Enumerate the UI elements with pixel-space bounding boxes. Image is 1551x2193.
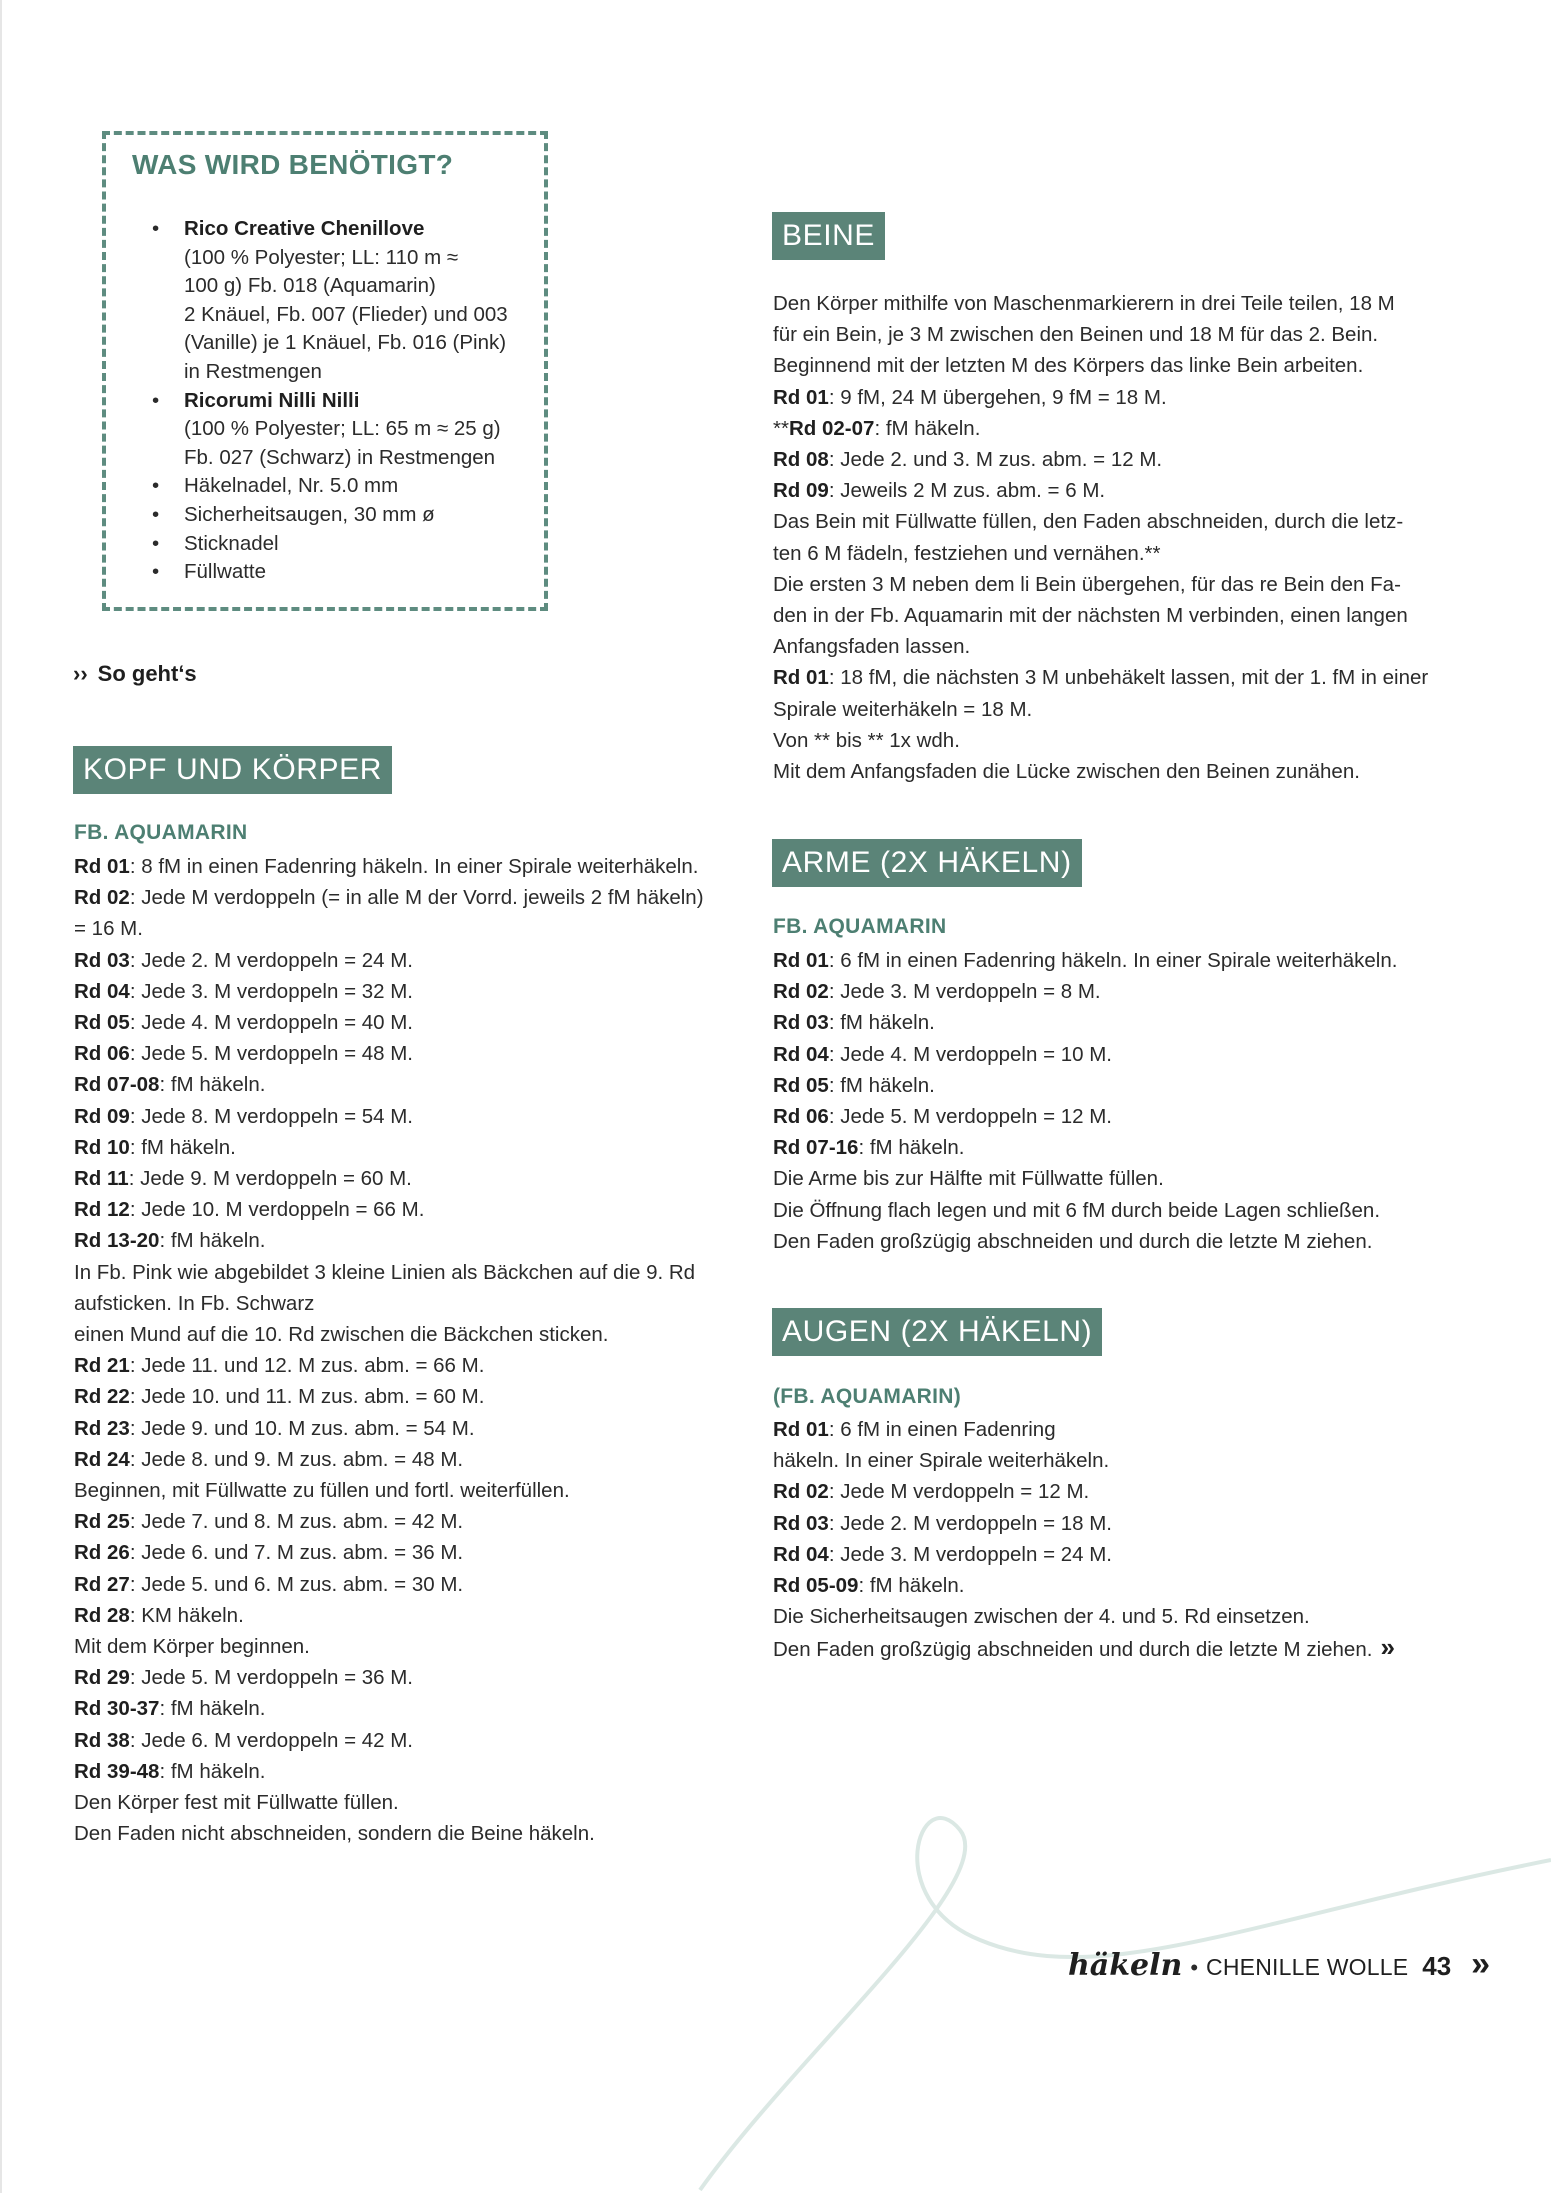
round-label: Rd 01 <box>773 949 829 972</box>
instruction-line <box>74 882 704 913</box>
instruction-text: Anfangsfaden lassen. <box>773 635 971 659</box>
instruction-line <box>773 538 1428 569</box>
instruction-line <box>773 1039 1397 1070</box>
instruction-text: : KM häkeln. <box>129 1603 244 1627</box>
section-body-kopf <box>74 851 704 1850</box>
round-label: Rd 02 <box>773 1480 829 1504</box>
instruction-text: einen Mund auf die 10. Rd zwischen die Bäckchen sticken. <box>74 1323 609 1347</box>
round-label: Rd 11 <box>74 1167 129 1191</box>
instruction-line <box>773 444 1428 475</box>
instruction-text: : Jede 5. M verdoppeln = 36 M. <box>129 1666 414 1690</box>
round-label: Rd 03 <box>773 1011 829 1035</box>
materials-box <box>102 131 548 611</box>
round-label: Rd 05 <box>74 1011 130 1035</box>
instruction-text: : Jede 8. M verdoppeln = 54 M. <box>129 1104 414 1128</box>
instruction-text: Spirale weiterhäkeln = 18 M. <box>773 697 1033 721</box>
instruction-line <box>773 945 1397 976</box>
instruction-line <box>773 662 1428 693</box>
materials-item <box>150 387 510 473</box>
instruction-line <box>74 1787 704 1818</box>
instruction-line <box>773 506 1428 537</box>
materials-list <box>150 215 510 587</box>
instruction-line <box>74 1163 704 1194</box>
instruction-line <box>74 1038 704 1069</box>
section-subheading-augen: (FB. AQUAMARIN) <box>773 1385 962 1408</box>
instruction-text: den in der Fb. Aquamarin mit der nächsten M verbinden, einen langen <box>773 604 1408 628</box>
round-label: Rd 05-09 <box>773 1574 859 1598</box>
round-label: Rd 08 <box>773 448 829 472</box>
section-heading-augen: AUGEN (2X HÄKELN) <box>772 1308 1102 1356</box>
instruction-line <box>74 1319 704 1350</box>
instruction-text: : Jede 5. M verdoppeln = 48 M. <box>129 1042 414 1066</box>
round-label: Rd 02 <box>773 980 829 1004</box>
instruction-text: : fM häkeln. <box>828 1073 935 1097</box>
instruction-line <box>74 1069 704 1100</box>
instruction-line <box>773 413 1428 444</box>
material-detail-line: Fb. 027 (Schwarz) in Restmengen <box>184 445 496 469</box>
instruction-line <box>773 475 1428 506</box>
instruction-text: : fM häkeln. <box>129 1135 236 1159</box>
continue-arrow-icon: » <box>1380 1632 1395 1663</box>
instruction-line <box>773 1508 1395 1539</box>
instruction-line <box>74 1194 704 1225</box>
instruction-text: Den Faden großzügig abschneiden und durch die letzte M ziehen. <box>773 1229 1373 1253</box>
round-label: Rd 27 <box>74 1572 130 1596</box>
instruction-text: In Fb. Pink wie abgebildet 3 kleine Linien als Bäckchen auf die 9. Rd <box>74 1260 696 1284</box>
page-footer <box>1068 1945 1490 1984</box>
round-label: Rd 28 <box>74 1603 130 1627</box>
instruction-text: : 18 fM, die nächsten 3 M unbehäkelt lassen, mit der 1. fM in einer <box>828 666 1429 690</box>
instruction-text: : Jede 3. M verdoppeln = 8 M. <box>828 980 1101 1004</box>
instruction-text: : fM häkeln. <box>159 1229 266 1253</box>
instruction-text: Die Öffnung flach legen und mit 6 fM durch beide Lagen schließen. <box>773 1198 1381 1222</box>
instruction-text: ten 6 M fädeln, festziehen und vernähen.** <box>773 541 1161 565</box>
round-label: Rd 01 <box>773 666 829 690</box>
instruction-text: : Jede 6. und 7. M zus. abm. = 36 M. <box>129 1541 464 1565</box>
footer-script-label: häkeln <box>1068 1948 1183 1983</box>
section-heading-kopf: KOPF UND KÖRPER <box>73 746 392 794</box>
instruction-line <box>773 1476 1395 1507</box>
instruction-line <box>773 1070 1397 1101</box>
instruction-line <box>773 382 1428 413</box>
round-label: Rd 01 <box>773 385 829 409</box>
instruction-text: Beginnend mit der letzten M des Körpers das linke Bein arbeiten. <box>773 354 1364 378</box>
round-label: Rd 09 <box>74 1104 130 1128</box>
instruction-line <box>74 976 704 1007</box>
instruction-line <box>773 756 1428 787</box>
instruction-text: : fM häkeln. <box>159 1697 266 1721</box>
material-text: Füllwatte <box>184 560 267 584</box>
material-name: • Rico Creative Chenillove <box>184 217 425 240</box>
instruction-text: : Jede 4. M verdoppeln = 10 M. <box>828 1042 1113 1066</box>
instruction-line <box>773 1632 1395 1665</box>
round-label: Rd 10 <box>74 1135 130 1159</box>
instruction-text: Den Körper fest mit Füllwatte füllen. <box>74 1791 399 1815</box>
instruction-line <box>773 1539 1395 1570</box>
instruction-text: : fM häkeln. <box>858 1574 965 1598</box>
materials-item <box>150 558 510 587</box>
round-label: Rd 38 <box>74 1728 130 1752</box>
repeat-marker: ** <box>773 416 789 440</box>
round-label: Rd 09 <box>773 479 829 503</box>
instruction-text: : fM häkeln. <box>874 416 981 440</box>
round-label: Rd 04 <box>773 1542 829 1566</box>
instruction-text: : 6 fM in einen Fadenring <box>828 1418 1056 1441</box>
material-name: • Ricorumi Nilli Nilli <box>184 388 360 412</box>
instruction-text: Die ersten 3 M neben dem li Bein übergehen, für das re Bein den Fa- <box>773 572 1401 596</box>
round-label: Rd 26 <box>74 1541 130 1565</box>
round-label: Rd 12 <box>74 1198 130 1222</box>
round-label: Rd 29 <box>74 1666 130 1690</box>
material-detail-line: (100 % Polyester; LL: 65 m ≈ 25 g) <box>184 417 501 441</box>
round-label: Rd 07-16 <box>773 1136 859 1160</box>
instruction-text: : Jede 3. M verdoppeln = 24 M. <box>828 1542 1113 1566</box>
instruction-line <box>74 1693 704 1724</box>
materials-title: WAS WIRD BENÖTIGT? <box>132 149 454 180</box>
round-label: Rd 03 <box>74 948 130 972</box>
instruction-text: : Jede 11. und 12. M zus. abm. = 66 M. <box>129 1354 485 1378</box>
instruction-text: : Jede 8. und 9. M zus. abm. = 48 M. <box>129 1447 464 1471</box>
round-label: Rd 22 <box>74 1385 130 1409</box>
instruction-line <box>773 1445 1395 1476</box>
section-heading-arme: ARME (2X HÄKELN) <box>772 839 1082 887</box>
instruction-text: : Jede M verdoppeln = 12 M. <box>828 1480 1090 1504</box>
instruction-line <box>74 1475 704 1506</box>
instruction-line <box>74 1257 704 1288</box>
material-detail-line: (Vanille) je 1 Knäuel, Fb. 016 (Pink) <box>184 331 507 355</box>
material-text: Häkelnadel, Nr. 5.0 mm <box>184 474 399 498</box>
instruction-line <box>773 350 1428 381</box>
intro-label: So geht‘s <box>97 661 197 686</box>
instruction-text: : 9 fM, 24 M übergehen, 9 fM = 18 M. <box>828 385 1167 409</box>
section-heading-beine: BEINE <box>772 212 885 260</box>
instruction-line <box>74 1506 704 1537</box>
round-label: Rd 04 <box>74 979 130 1003</box>
instruction-text: Beginnen, mit Füllwatte zu füllen und fortl. weiterfüllen. <box>74 1479 570 1503</box>
instruction-text: : Jede 5. M verdoppeln = 12 M. <box>828 1105 1113 1129</box>
instruction-line <box>74 1288 704 1319</box>
materials-item <box>150 215 510 387</box>
section-body-augen <box>773 1414 1395 1666</box>
instruction-line <box>773 976 1397 1007</box>
instruction-text: : Jede 3. M verdoppeln = 32 M. <box>129 979 414 1003</box>
instruction-text: Das Bein mit Füllwatte füllen, den Faden abschneiden, durch die letz- <box>773 510 1404 534</box>
round-label: Rd 25 <box>74 1510 130 1534</box>
instruction-text: : Jede 6. M verdoppeln = 42 M. <box>129 1728 414 1752</box>
instruction-text: : Jede 9. und 10. M zus. abm. = 54 M. <box>129 1416 475 1440</box>
material-detail-line: in Restmengen <box>184 359 322 383</box>
instruction-line <box>773 1570 1395 1601</box>
instruction-text: : Jede 4. M verdoppeln = 40 M. <box>129 1011 414 1035</box>
round-label: Rd 21 <box>74 1354 130 1378</box>
round-label: Rd 02-07 <box>788 416 875 440</box>
instructions-intro <box>73 661 197 687</box>
round-label: Rd 13-20 <box>74 1229 160 1253</box>
round-label: Rd 03 <box>773 1511 829 1535</box>
instruction-text: Den Körper mithilfe von Maschenmarkierern in drei Teile teilen, 18 M <box>773 292 1395 315</box>
page-number: 43 <box>1422 1951 1452 1981</box>
instruction-text: : fM häkeln. <box>858 1136 965 1160</box>
instruction-line <box>74 1381 704 1412</box>
instruction-line <box>74 1631 704 1662</box>
instruction-line <box>773 1226 1397 1257</box>
instruction-text: : Jede 9. M verdoppeln = 60 M. <box>128 1167 412 1191</box>
instruction-line <box>74 1818 704 1849</box>
instruction-line <box>773 569 1428 600</box>
next-page-arrow-icon: » <box>1471 1945 1491 1983</box>
round-label: Rd 24 <box>74 1447 130 1471</box>
instruction-text: : Jede 2. und 3. M zus. abm. = 12 M. <box>828 448 1163 472</box>
materials-item <box>150 530 510 559</box>
round-label: Rd 02 <box>74 886 130 910</box>
instruction-text: : fM häkeln. <box>159 1073 266 1097</box>
instruction-line <box>773 1195 1397 1226</box>
instruction-text: : Jeweils 2 M zus. abm. = 6 M. <box>828 479 1106 503</box>
instruction-line <box>773 1163 1397 1194</box>
instruction-text: = 16 M. <box>74 917 143 941</box>
instruction-line <box>74 1132 704 1163</box>
round-label: Rd 04 <box>773 1042 829 1066</box>
instruction-text: : Jede M verdoppeln (= in alle M der Vorrd. jeweils 2 fM häkeln) <box>129 886 704 910</box>
round-label: Rd 23 <box>74 1416 130 1440</box>
instruction-line <box>74 1756 704 1787</box>
section-subheading-kopf: FB. AQUAMARIN <box>74 821 248 844</box>
instruction-text: Mit dem Körper beginnen. <box>74 1635 310 1659</box>
instruction-line <box>74 1350 704 1381</box>
instruction-line <box>74 1101 704 1132</box>
instruction-line <box>773 694 1428 725</box>
instruction-text: Den Faden großzügig abschneiden und durch die letzte M ziehen. <box>773 1638 1373 1662</box>
round-label: Rd 06 <box>74 1042 130 1066</box>
instruction-line <box>773 1007 1397 1038</box>
round-label: Rd 01 <box>773 1418 829 1441</box>
material-text: Sticknadel <box>184 531 279 555</box>
instruction-line <box>74 913 704 944</box>
materials-item <box>150 501 510 530</box>
material-detail-line: 2 Knäuel, Fb. 007 (Flieder) und 003 <box>184 302 508 326</box>
instruction-line <box>74 851 704 882</box>
instruction-text: : 6 fM in einen Fadenring häkeln. In einer Spirale weiterhäkeln. <box>828 949 1398 972</box>
instruction-text: Von ** bis ** 1x wdh. <box>773 728 960 752</box>
instruction-text: Die Sicherheitsaugen zwischen der 4. und 5. Rd einsetzen. <box>773 1605 1310 1629</box>
instruction-text: Mit dem Anfangsfaden die Lücke zwischen den Beinen zunähen. <box>773 760 1360 784</box>
instruction-text: aufsticken. In Fb. Schwarz <box>74 1291 315 1315</box>
instruction-text: : Jede 10. M verdoppeln = 66 M. <box>129 1198 425 1222</box>
instruction-line <box>773 1101 1397 1132</box>
instruction-line <box>74 1225 704 1256</box>
instruction-text: : 8 fM in einen Fadenring häkeln. In einer Spirale weiterhäkeln. <box>129 855 699 878</box>
section-subheading-arme: FB. AQUAMARIN <box>773 915 947 938</box>
round-label: Rd 30-37 <box>74 1697 160 1721</box>
material-detail-line: (100 % Polyester; LL: 110 m ≈ <box>184 245 459 269</box>
materials-item <box>150 472 510 501</box>
instruction-text: : Jede 5. und 6. M zus. abm. = 30 M. <box>129 1572 464 1596</box>
instruction-text: : fM häkeln. <box>159 1759 266 1783</box>
instruction-line <box>74 1662 704 1693</box>
instruction-line <box>773 725 1428 756</box>
round-label: Rd 01 <box>74 855 130 878</box>
instruction-text: Den Faden nicht abschneiden, sondern die Beine häkeln. <box>74 1822 595 1846</box>
instruction-text: : Jede 10. und 11. M zus. abm. = 60 M. <box>129 1385 485 1409</box>
footer-magazine-title: CHENILLE WOLLE <box>1206 1954 1409 1980</box>
instruction-text: : Jede 7. und 8. M zus. abm. = 42 M. <box>129 1510 464 1534</box>
instruction-text: für ein Bein, je 3 M zwischen den Beinen und 18 M für das 2. Bein. <box>773 323 1379 347</box>
instruction-text: : Jede 2. M verdoppeln = 18 M. <box>828 1511 1113 1535</box>
section-body-arme <box>773 945 1397 1257</box>
instruction-text: : fM häkeln. <box>828 1011 935 1035</box>
round-label: Rd 39-48 <box>74 1759 160 1783</box>
footer-separator: • <box>1190 1955 1199 1980</box>
double-chevron-icon: ›› <box>73 661 88 686</box>
instruction-text: Die Arme bis zur Hälfte mit Füllwatte füllen. <box>773 1167 1164 1191</box>
material-detail-line: 100 g) Fb. 018 (Aquamarin) <box>184 274 436 298</box>
instruction-line <box>773 631 1428 662</box>
instruction-line <box>74 1569 704 1600</box>
instruction-text: häkeln. In einer Spirale weiterhäkeln. <box>773 1449 1110 1473</box>
section-body-beine <box>773 288 1428 787</box>
instruction-line <box>74 1444 704 1475</box>
instruction-line <box>74 1600 704 1631</box>
instruction-line <box>773 600 1428 631</box>
material-text: Sicherheitsaugen, 30 mm ø <box>184 502 435 526</box>
instruction-line <box>773 1132 1397 1163</box>
instruction-line <box>773 319 1428 350</box>
instruction-line <box>74 1725 704 1756</box>
instruction-line <box>773 288 1428 319</box>
instruction-line <box>74 1413 704 1444</box>
instruction-text: : Jede 2. M verdoppeln = 24 M. <box>129 948 414 972</box>
instruction-line <box>74 1537 704 1568</box>
instruction-line <box>773 1414 1395 1445</box>
instruction-line <box>74 1007 704 1038</box>
round-label: Rd 06 <box>773 1105 829 1129</box>
instruction-line <box>773 1601 1395 1632</box>
instruction-line <box>74 945 704 976</box>
round-label: Rd 07-08 <box>74 1073 160 1097</box>
round-label: Rd 05 <box>773 1073 829 1097</box>
